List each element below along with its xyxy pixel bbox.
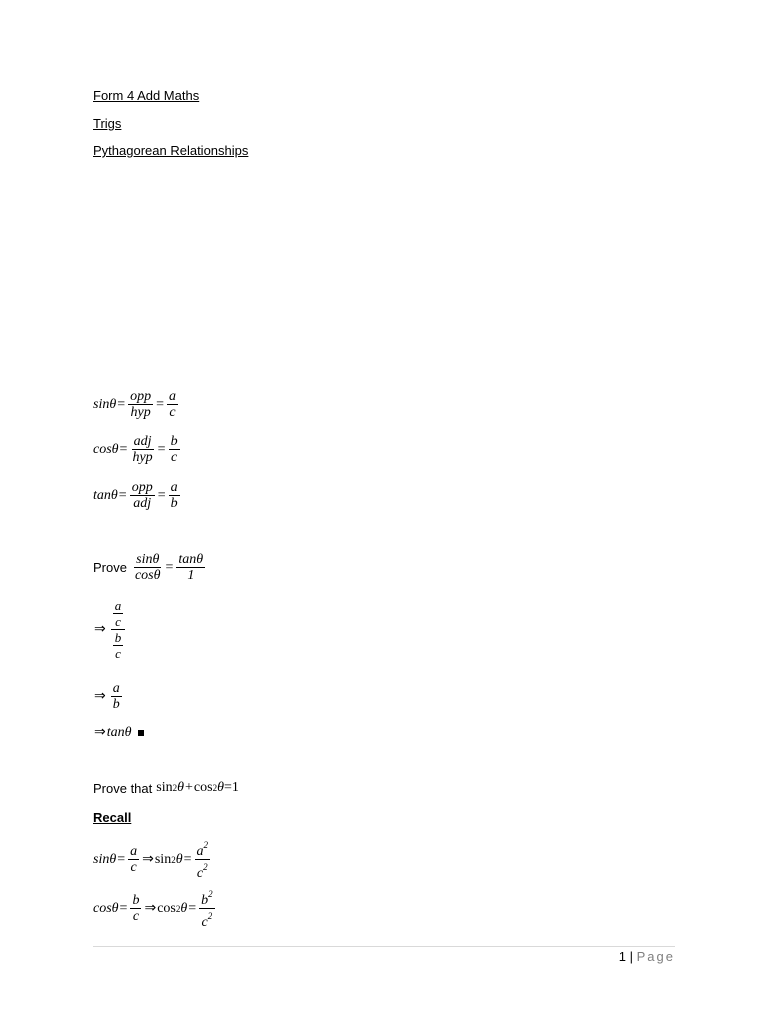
tan-fraction-2: $\frac{a}{b}$ (170, 480, 178, 511)
recall-cos-squared-fraction: $\frac{b^2}{c^2}$ (201, 889, 213, 930)
cos-ratio-equation: cosθ = $\frac{\text{adj}}{\text{hyp}}$ = $\frac{b}{c}$ (93, 434, 178, 465)
page-number: 1 (618, 949, 626, 964)
cos-lhs: cosθ (93, 441, 119, 457)
prove-label: Prove (93, 560, 127, 575)
sin-lhs: sinθ (93, 396, 117, 412)
proof2-statement: Prove that sin 2 θ + cos 2 θ =1 (93, 780, 239, 796)
qed-square-icon (138, 730, 144, 736)
sin-ratio-equation: sinθ = $\frac{\text{opp}}{\text{hyp}}$ = $\frac{a}{c}$ (93, 389, 177, 420)
cos-fraction-2: $\frac{b}{c}$ (170, 434, 178, 465)
document-subtitle: Trigs (93, 116, 122, 131)
footer-separator: | (629, 949, 633, 964)
proof1-step2 (93, 681, 124, 712)
page-footer (619, 949, 675, 964)
proof1-rhs-fraction: $\frac{\tan\theta}{1}$ (178, 552, 204, 583)
recall-heading: Recall (93, 810, 132, 825)
implies-icon: ⇒ (142, 852, 154, 867)
proof1-statement: Prove $\frac{\sin\theta}{\cos\theta}$ = $\frac{\tan\theta}{1}$ (93, 552, 204, 583)
tan-lhs: tanθ (93, 487, 118, 503)
footer-divider (93, 946, 675, 947)
recall-cos-equation: cosθ = $\frac{b}{c}$ ⇒ cos 2 θ = $\frac{b^2}{c^2}$ (93, 889, 213, 930)
implies-icon: ⇒ (94, 622, 106, 637)
section-heading: Pythagorean Relationships (93, 143, 249, 158)
recall-sin-squared-fraction: $\frac{a^2}{c^2}$ (196, 840, 208, 881)
recall-cos-fraction: $\frac{b}{c}$ (132, 893, 140, 924)
recall-sin-equation: sinθ = $\frac{a}{c}$ ⇒ sin 2 θ = $\frac{a^2}{c^2}$ (93, 840, 208, 881)
tan-fraction-1: $\frac{\text{opp}}{\text{adj}}$ (131, 480, 153, 511)
step2-fraction: $\frac{a}{b}$ (112, 681, 120, 712)
prove-that-label: Prove that (93, 780, 153, 796)
page-label: Page (636, 949, 675, 964)
cos-fraction-1: $\frac{\text{adj}}{\text{hyp}}$ (132, 434, 153, 465)
compound-fraction: $\frac{\frac{a}{c}}{\frac{b}{c}}$ (111, 598, 126, 661)
implies-icon: ⇒ (144, 901, 157, 916)
sin-fraction-1: $\frac{\text{opp}}{\text{hyp}}$ (130, 389, 152, 420)
proof1-step3 (93, 724, 144, 741)
sin-fraction-2: $\frac{a}{c}$ (169, 389, 177, 420)
implies-icon: ⇒ (94, 725, 106, 740)
tan-ratio-equation: tanθ = $\frac{\text{opp}}{\text{adj}}$ = $\frac{a}{b}$ (93, 480, 178, 511)
document-title: Form 4 Add Maths (93, 88, 200, 103)
proof1-lhs-fraction: $\frac{\sin\theta}{\cos\theta}$ (134, 552, 161, 583)
recall-sin-fraction: $\frac{a}{c}$ (130, 844, 138, 875)
step3-result: tanθ (106, 724, 132, 740)
implies-icon: ⇒ (94, 689, 106, 704)
proof1-step1 (93, 598, 127, 661)
